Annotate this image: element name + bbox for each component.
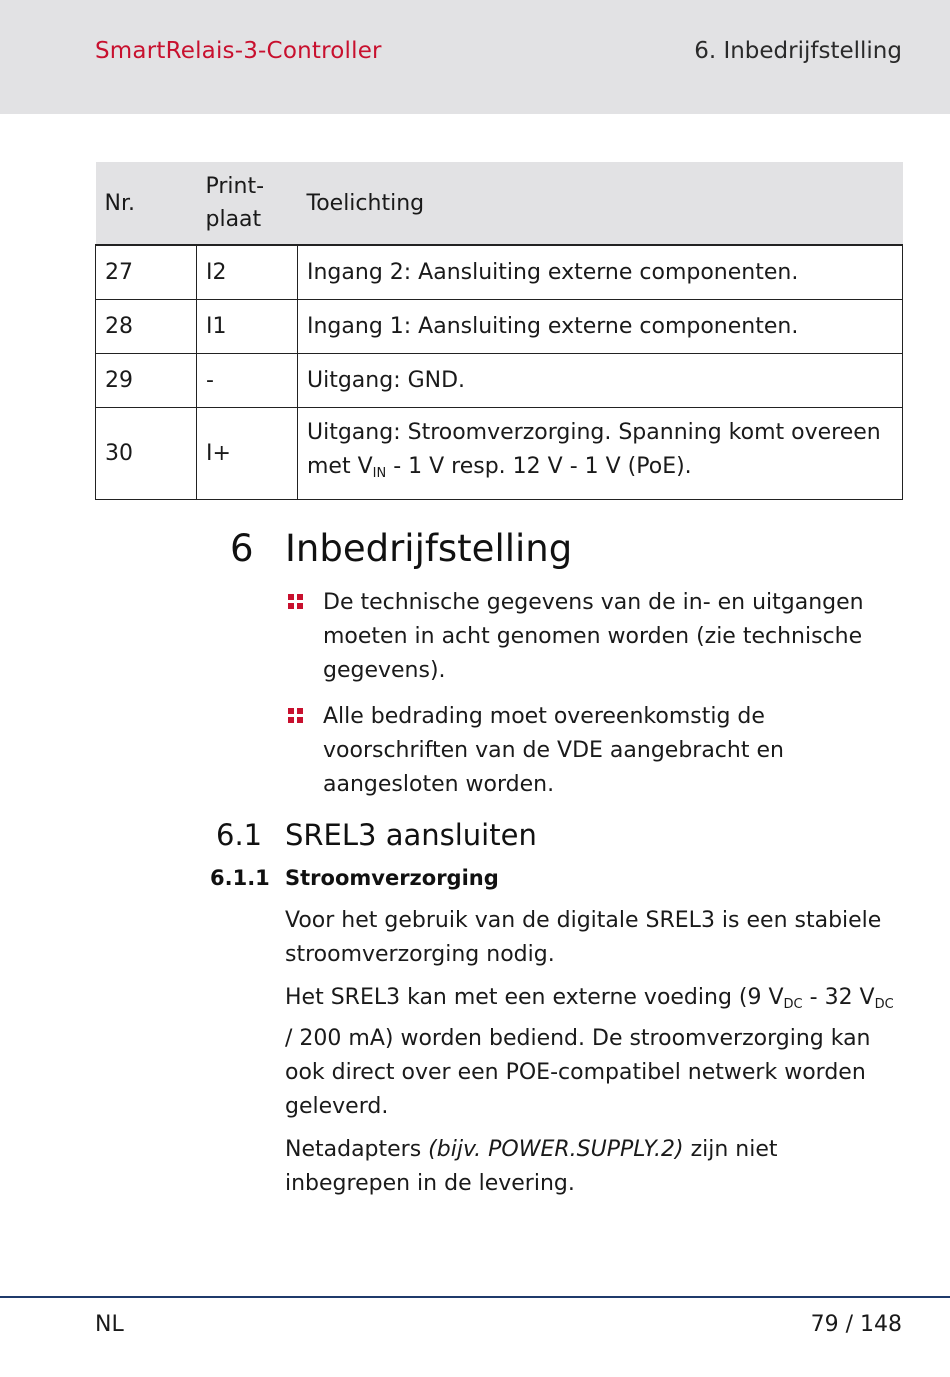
body-text <box>285 904 895 1210</box>
cell-text: Uitgang: Stroomverzorging. Spanning komt overeen met $V_{IN} - 1$ V resp. 12 V - 1 V (PoE). <box>298 408 903 500</box>
cell-print: I1 <box>197 300 298 354</box>
cell-nr: 30 <box>96 408 197 500</box>
list-item <box>288 700 888 802</box>
paragraph: Het SREL3 kan met een externe voeding (9 $V_{DC} - 32$ $V_{DC} / 200$ mA) worden bediend. De stroomverzorging kan ook direct over een POE-compatibel netwerk worden geleverd. <box>285 985 894 1119</box>
bullet-text: Alle bedrading moet overeenkomstig de voorschriften van de VDE aangebracht en aangesloten worden. <box>323 704 784 797</box>
product-title: SmartRelais-3-Controller <box>95 38 382 64</box>
col-header-toelichting: Toelichting <box>298 162 903 245</box>
section-title: SREL3 aansluiten <box>285 818 537 852</box>
cell-print: - <box>197 354 298 408</box>
cell-text: Ingang 2: Aansluiting externe componenten. <box>298 245 903 300</box>
section-title: Stroomverzorging <box>285 866 499 890</box>
table-row <box>96 245 903 300</box>
cell-print: I2 <box>197 245 298 300</box>
page-header <box>0 0 950 114</box>
cell-print: I+ <box>197 408 298 500</box>
table-row <box>96 408 903 500</box>
section-number: 6.1 <box>216 818 263 852</box>
col-header-nr: Nr. <box>96 162 197 245</box>
cell-text: Uitgang: GND. <box>298 354 903 408</box>
section-number: 6.1.1 <box>210 866 270 890</box>
footer-language: NL <box>95 1312 124 1337</box>
square-bullet-icon <box>288 594 304 610</box>
terminal-table <box>95 162 903 500</box>
chapter-title: 6. Inbedrijfstelling <box>694 38 902 64</box>
section-number: 6 <box>230 527 254 570</box>
table-row <box>96 354 903 408</box>
cell-text: Ingang 1: Aansluiting externe componenten. <box>298 300 903 354</box>
square-bullet-icon <box>288 708 304 724</box>
bullet-text: De technische gegevens van de in- en uitgangen moeten in acht genomen worden (zie technische gegevens). <box>323 590 864 683</box>
paragraph: Netadapters (bijv. POWER.SUPPLY.2) zijn niet inbegrepen in de levering. <box>285 1137 778 1196</box>
col-header-print: Print- plaat <box>197 162 298 245</box>
list-item <box>288 586 888 688</box>
section-title: Inbedrijfstelling <box>285 527 573 570</box>
footer-divider <box>0 1296 950 1298</box>
cell-nr: 29 <box>96 354 197 408</box>
bullet-list <box>288 586 888 814</box>
table-header-row <box>96 162 903 245</box>
page-number: 79 / 148 <box>810 1312 902 1337</box>
table-row <box>96 300 903 354</box>
cell-nr: 27 <box>96 245 197 300</box>
paragraph: Voor het gebruik van de digitale SREL3 is een stabiele stroomverzorging nodig. <box>285 908 882 967</box>
cell-nr: 28 <box>96 300 197 354</box>
